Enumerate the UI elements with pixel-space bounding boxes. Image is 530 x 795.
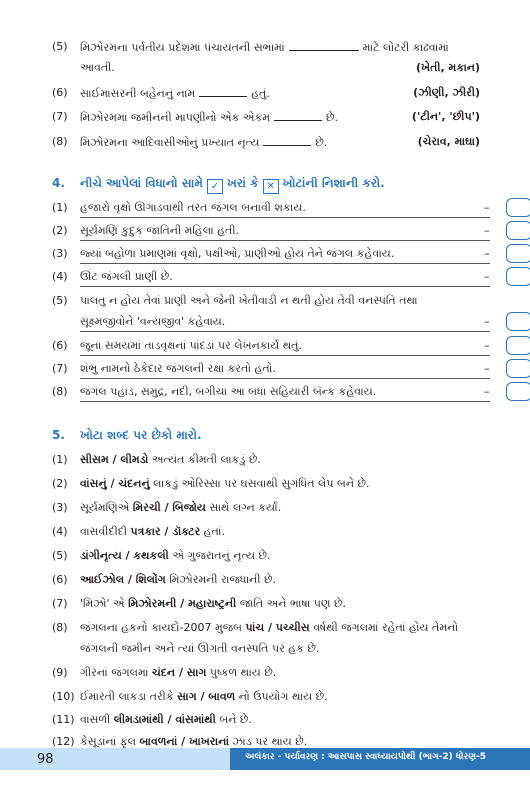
- answer-box[interactable]: [506, 382, 530, 401]
- list-item: વાંસનું / ચંદનનું લાકડું ઓરિસ્સા પર ઘસવાથી સુગંધિત લેપ બને છે.: [80, 477, 370, 490]
- word-choice[interactable]: મિરચી / બિજોય: [132, 501, 206, 514]
- item-number: (7): [52, 110, 68, 123]
- answer-box[interactable]: [506, 198, 530, 217]
- answer-box[interactable]: [506, 336, 530, 355]
- answer-blank[interactable]: [289, 40, 359, 51]
- word-choice[interactable]: ડાંગીનૃત્ય / કથકલી: [80, 549, 169, 562]
- tick-icon: ✓: [207, 179, 223, 194]
- answer-options: (ઝીણી, ઝીરી): [413, 86, 480, 99]
- question-text: મિઝોરમના પર્વતીય પ્રદેશમાં પંચાયતની સભામાં માટે લોટરી કાઢવામાં: [80, 41, 449, 54]
- word-choice[interactable]: વાંસનું / ચંદનનું: [80, 477, 150, 490]
- word-choice[interactable]: પાંચ / પચ્ચીસ: [245, 621, 310, 634]
- word-choice[interactable]: બાવળનાં / ખાખરાનાં: [139, 735, 230, 748]
- item-number: (5): [52, 40, 68, 53]
- question-text: સાઈમાસરની બહેનનું નામ હતું.: [80, 87, 270, 100]
- cross-icon: ✕: [263, 179, 279, 194]
- answer-blank[interactable]: [274, 110, 322, 121]
- answer-options: ('ટીન', 'છીપ'): [411, 110, 480, 123]
- answer-options: (ખેતી, મકાન): [416, 61, 480, 74]
- answer-box[interactable]: [506, 359, 530, 378]
- question-text: મિઝોરમમાં જમીનની માપણીનો એક એકમ છે.: [80, 111, 339, 124]
- answer-box[interactable]: [506, 221, 530, 240]
- list-item: 'મિઝો' એ મિઝોરમની / મહારાષ્ટ્રની જાતિ અને ભાષા પણ છે.: [80, 597, 347, 610]
- list-item: આઈઝોલ / શિલોંગ મિઝોરમની રાજધાની છે.: [80, 573, 276, 586]
- list-item: ડાંગીનૃત્ય / કથકલી એ ગુજરાતનું નૃત્ય છે.: [80, 549, 271, 562]
- word-choice[interactable]: લીમડામાંથી / વાંસમાંથી: [113, 713, 216, 726]
- item-number: (6): [52, 86, 68, 99]
- word-choice[interactable]: સાગ / બાવળ: [176, 690, 236, 703]
- item-number: (8): [52, 135, 68, 148]
- answer-box[interactable]: [506, 312, 530, 331]
- answer-options: (ચેરાવ, માઘા): [417, 135, 480, 148]
- answer-box[interactable]: [506, 267, 530, 286]
- section-5-heading: 5. ખોટા શબ્દ પર છેકો મારો.: [52, 428, 202, 442]
- list-item: સૂર્યમણિએ મિરચી / બિજોય સાથે લગ્ન કર્યાં.: [80, 501, 282, 514]
- answer-blank[interactable]: [199, 86, 247, 97]
- list-item: જંગલના હકનો કાયદો-2007 મુજબ પાંચ / પચ્ચીસ વર્ષથી જંગલમાં રહેતાં હોય તેમનો: [80, 621, 459, 634]
- list-item: કેસૂડાંનાં ફૂલ બાવળનાં / ખાખરાનાં ઝાડ પર થાય છે.: [80, 735, 308, 748]
- answer-blank[interactable]: [263, 135, 311, 146]
- word-choice[interactable]: ચંદન / સાગ: [151, 666, 207, 679]
- question-text-cont: આવતી.: [80, 61, 115, 74]
- list-item: સીસમ / લીમડો અત્યંત કીમતી લાકડું છે.: [80, 453, 261, 466]
- word-choice[interactable]: પત્રકાર / ડૉક્ટર: [130, 525, 201, 538]
- list-item: વાસવીદીદી પત્રકાર / ડૉક્ટર હતાં.: [80, 525, 225, 538]
- book-title: અલંકાર - પર્યાવરણ : આસપાસ સ્વાધ્યાયપોથી (ભાગ-2) ધોરણ-5: [245, 752, 487, 762]
- section-4-heading: 4. નીચે આપેલાં વિધાનો સામે ✓ ખરાં કે ✕ ખોટાંની નિશાની કરો.: [52, 176, 385, 192]
- question-text: મિઝોરમના આદિવાસીઓનું પ્રખ્યાત નૃત્ય છે.: [80, 136, 328, 149]
- word-choice[interactable]: મિઝોરમની / મહારાષ્ટ્રની: [128, 597, 237, 610]
- page-number: 98: [37, 752, 54, 767]
- answer-box[interactable]: [506, 244, 530, 263]
- word-choice[interactable]: સીસમ / લીમડો: [80, 453, 149, 466]
- list-item: ઈમારતી લાકડા તરીકે સાગ / બાવળ નો ઉપયોગ થાય છે.: [80, 690, 328, 703]
- list-item-cont: જંગલની જમીન અને ત્યાં ઊગતી વનસ્પતિ પર હક છે.: [80, 642, 320, 655]
- list-item: વાંસળી લીમડામાંથી / વાંસમાંથી બને છે.: [80, 713, 252, 726]
- list-item: ગીરનાં જંગલમાં ચંદન / સાગ પુષ્કળ થાય છે.: [80, 666, 277, 679]
- word-choice[interactable]: આઈઝોલ / શિલોંગ: [80, 573, 166, 586]
